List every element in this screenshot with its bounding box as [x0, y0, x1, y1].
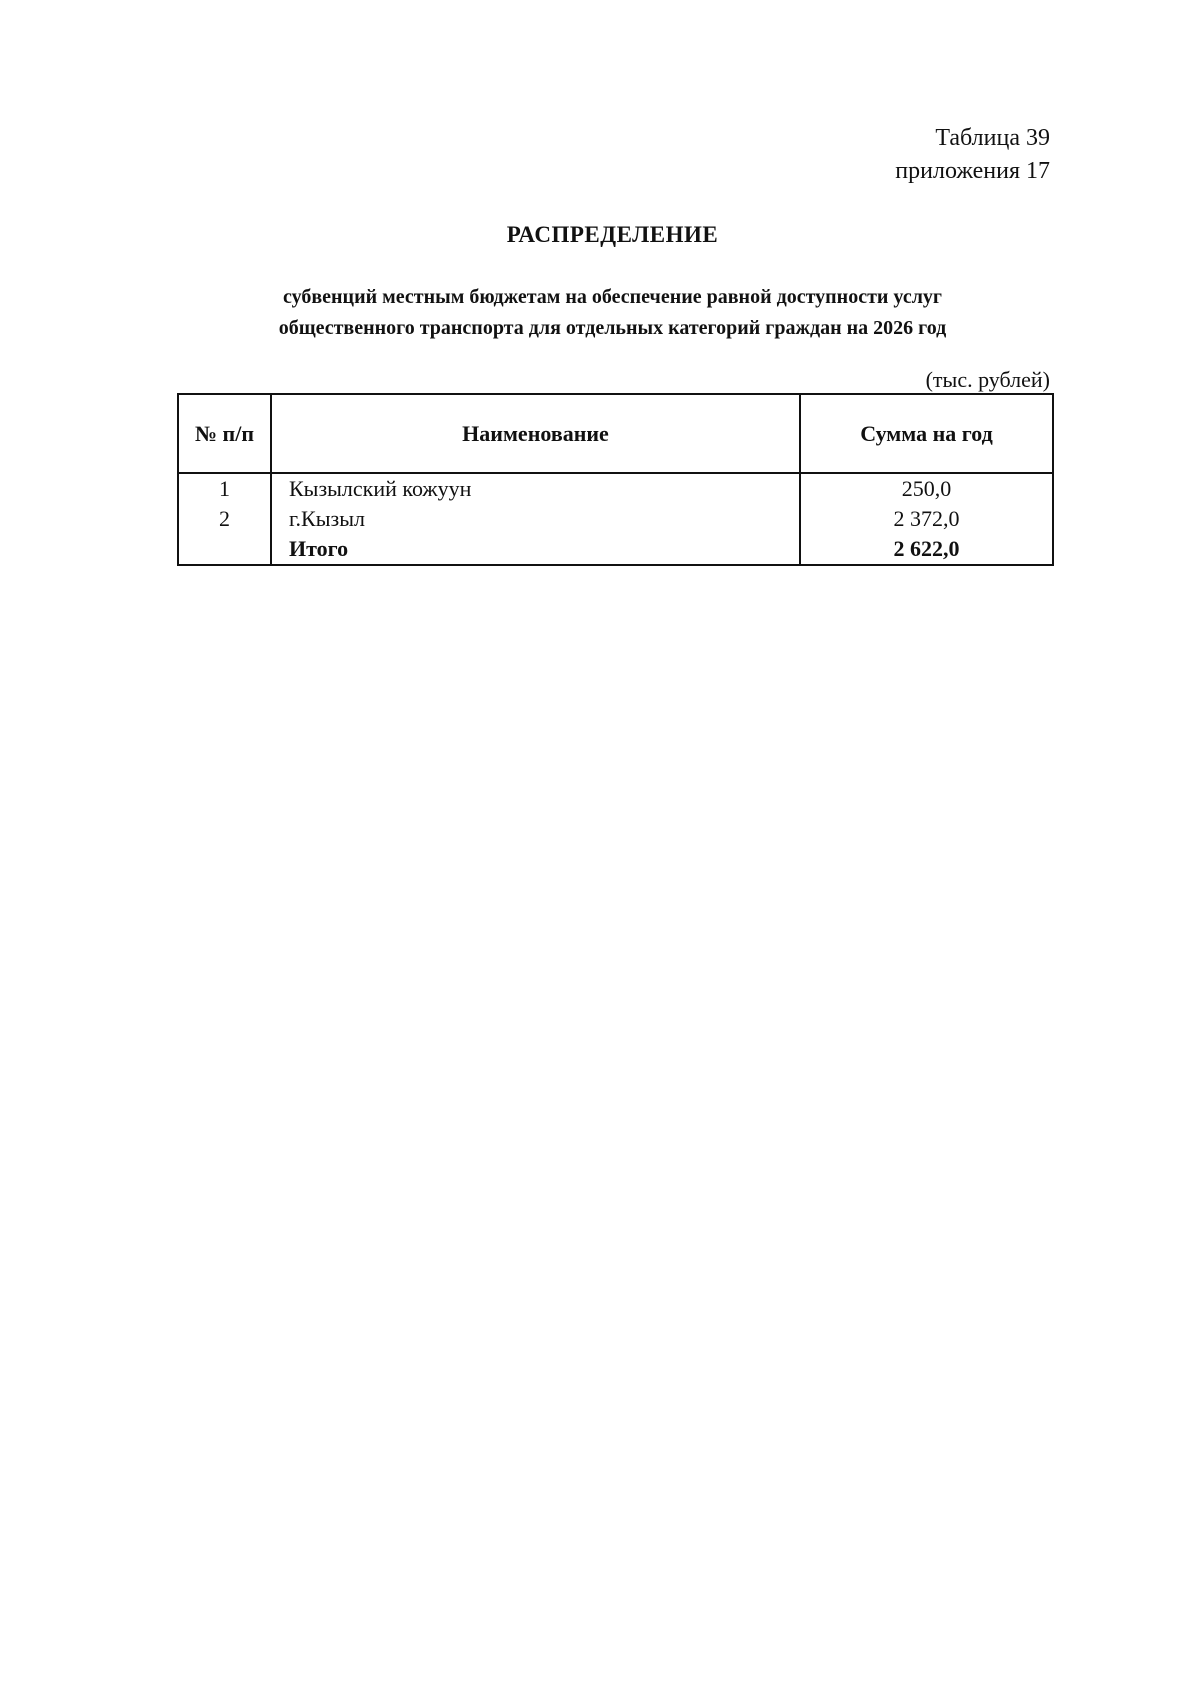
table-header-row [178, 394, 1053, 473]
table-row [178, 473, 1053, 504]
subtitle-line-2: общественного транспорта для отдельных категорий граждан на 2026 год [278, 317, 947, 339]
row-sum: 2 372,0 [800, 504, 1053, 534]
total-row [178, 534, 1053, 565]
table-row [178, 504, 1053, 534]
subtitle-line-1: субвенций местным бюджетам на обеспечение равной доступности услуг [283, 286, 942, 308]
row-name: г.Кызыл [271, 504, 800, 534]
row-number: 1 [178, 473, 271, 504]
row-number: 2 [178, 504, 271, 534]
document-title: РАСПРЕДЕЛЕНИЕ [506, 222, 719, 247]
column-header-sum: Сумма на год [800, 394, 1053, 473]
column-header-name: Наименование [271, 394, 800, 473]
total-label: Итого [271, 534, 800, 565]
row-sum: 250,0 [800, 473, 1053, 504]
column-header-number: № п/п [178, 394, 271, 473]
total-sum: 2 622,0 [800, 534, 1053, 565]
table-number: Таблица 39 [935, 125, 1050, 151]
appendix-number: приложения 17 [895, 158, 1050, 184]
row-name: Кызылский кожуун [271, 473, 800, 504]
distribution-table [177, 393, 1054, 566]
document-subtitle [0, 282, 1200, 344]
document-reference [895, 122, 1050, 188]
total-number [178, 534, 271, 565]
units-label: (тыс. рублей) [925, 367, 1050, 392]
